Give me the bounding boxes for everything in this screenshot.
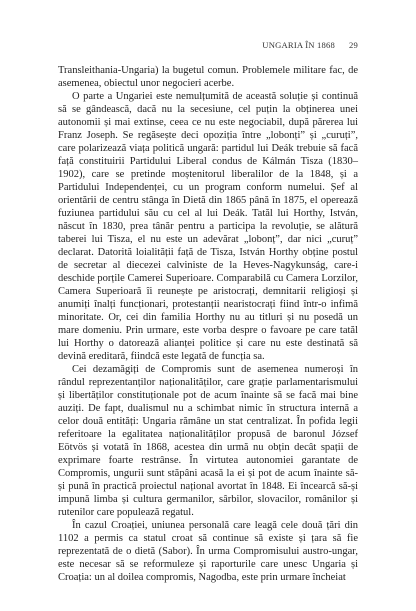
paragraph-1: Transleithania-Ungaria) la bugetul comun. Problemele militare fac, de asemenea, obiectul unor negocieri acerbe.: [58, 65, 358, 89]
running-title: UNGARIA ÎN 1868: [262, 40, 335, 50]
paragraph-3: Cei dezamăgiți de Compromis sunt de asemenea numeroși în rândul reprezentanților naționalităților, care grație parlamentarismului și libertăților constituționale pot de acum înainte să se facă mai bine auziți. De fapt, dualismul nu a schimbat nimic în structura internă a celor două entități: Ungaria rămâne un stat centralizat. În pofida legii referitoare la egalitatea naționalităților propusă de baronul József Eötvös și votată în 1868, acestea din urmă nu obțin decât spații de exprimare foarte restrânse. În virtutea autonomiei garantate de Compromis, ungurii sunt stăpâni acasă la ei și pot de acum înainte să-și pună în practică proiectul național avortat în 1848. Ei încearcă să-și impună limba și cultura germanilor, sârbilor, slovacilor, românilor și rutenilor care populează regatul.: [58, 364, 358, 518]
paragraph-2: O parte a Ungariei este nemulțumită de această soluție și continuă să se gândească, dacă nu la secesiune, cel puțin la obținerea unei autonomii și mai extinse, ceea ce nu este negociabil, după părerea lui Franz Joseph. Se regăsește deci opoziția între „lobonți” și „curuți”, care polarizează viața politică ungară: partidul lui Deák trebuie să facă față constituirii Partidului Liberal condus de Kálmán Tisza (1830–1902), care se pretinde moștenitorul liberalilor de la 1848, și a Partidului Independenței, cu un program conform numelui. Șef al orientării de centru stânga în Dietă din 1865 până în 1875, el operează fuziunea partidului său cu cel al lui Deák. Tatăl lui Horthy, István, născut în 1830, prea tânăr pentru a participa la revoluție, se alătură taberei lui Tisza, el nu este un adevărat „lobonț”, dar nici „curuț” declarat. Datorită loialității față de Tisza, István Horthy obține postul de secretar al diecezei calviniste de la Heves-Nagykunság, care-i deschide porțile Camerei Superioare. Comparabilă cu Camera Lorzilor, Camera Superioară îi reunește pe aristocrați, demnitarii religioși și anumiți înalți funcționari, protestanții nearistocrați fiind într-o infimă minoritate. Or, cei din familia Horthy nu au titluri și nu posedă un mare domeniu. Prin urmare, este vorba despre o favoare pe care tatăl lui Horthy o datorează alianței politice și care nu este destinată să devină ereditară, fiindcă este legată de funcția sa.: [58, 91, 358, 362]
body-text: [58, 64, 358, 584]
page-number: 29: [349, 40, 358, 50]
paragraph-4: În cazul Croației, uniunea personală care leagă cele două țări din 1102 a permis ca statul croat să continue să existe și țara să fie reprezentată de o dietă (Sabor). În urma Compromisului austro-ungar, este necesar să se reformuleze și raporturile care unesc Ungaria și Croația: un al doilea compromis, Nagodba, este prin urmare încheiat: [58, 520, 358, 583]
running-head: [262, 40, 358, 50]
